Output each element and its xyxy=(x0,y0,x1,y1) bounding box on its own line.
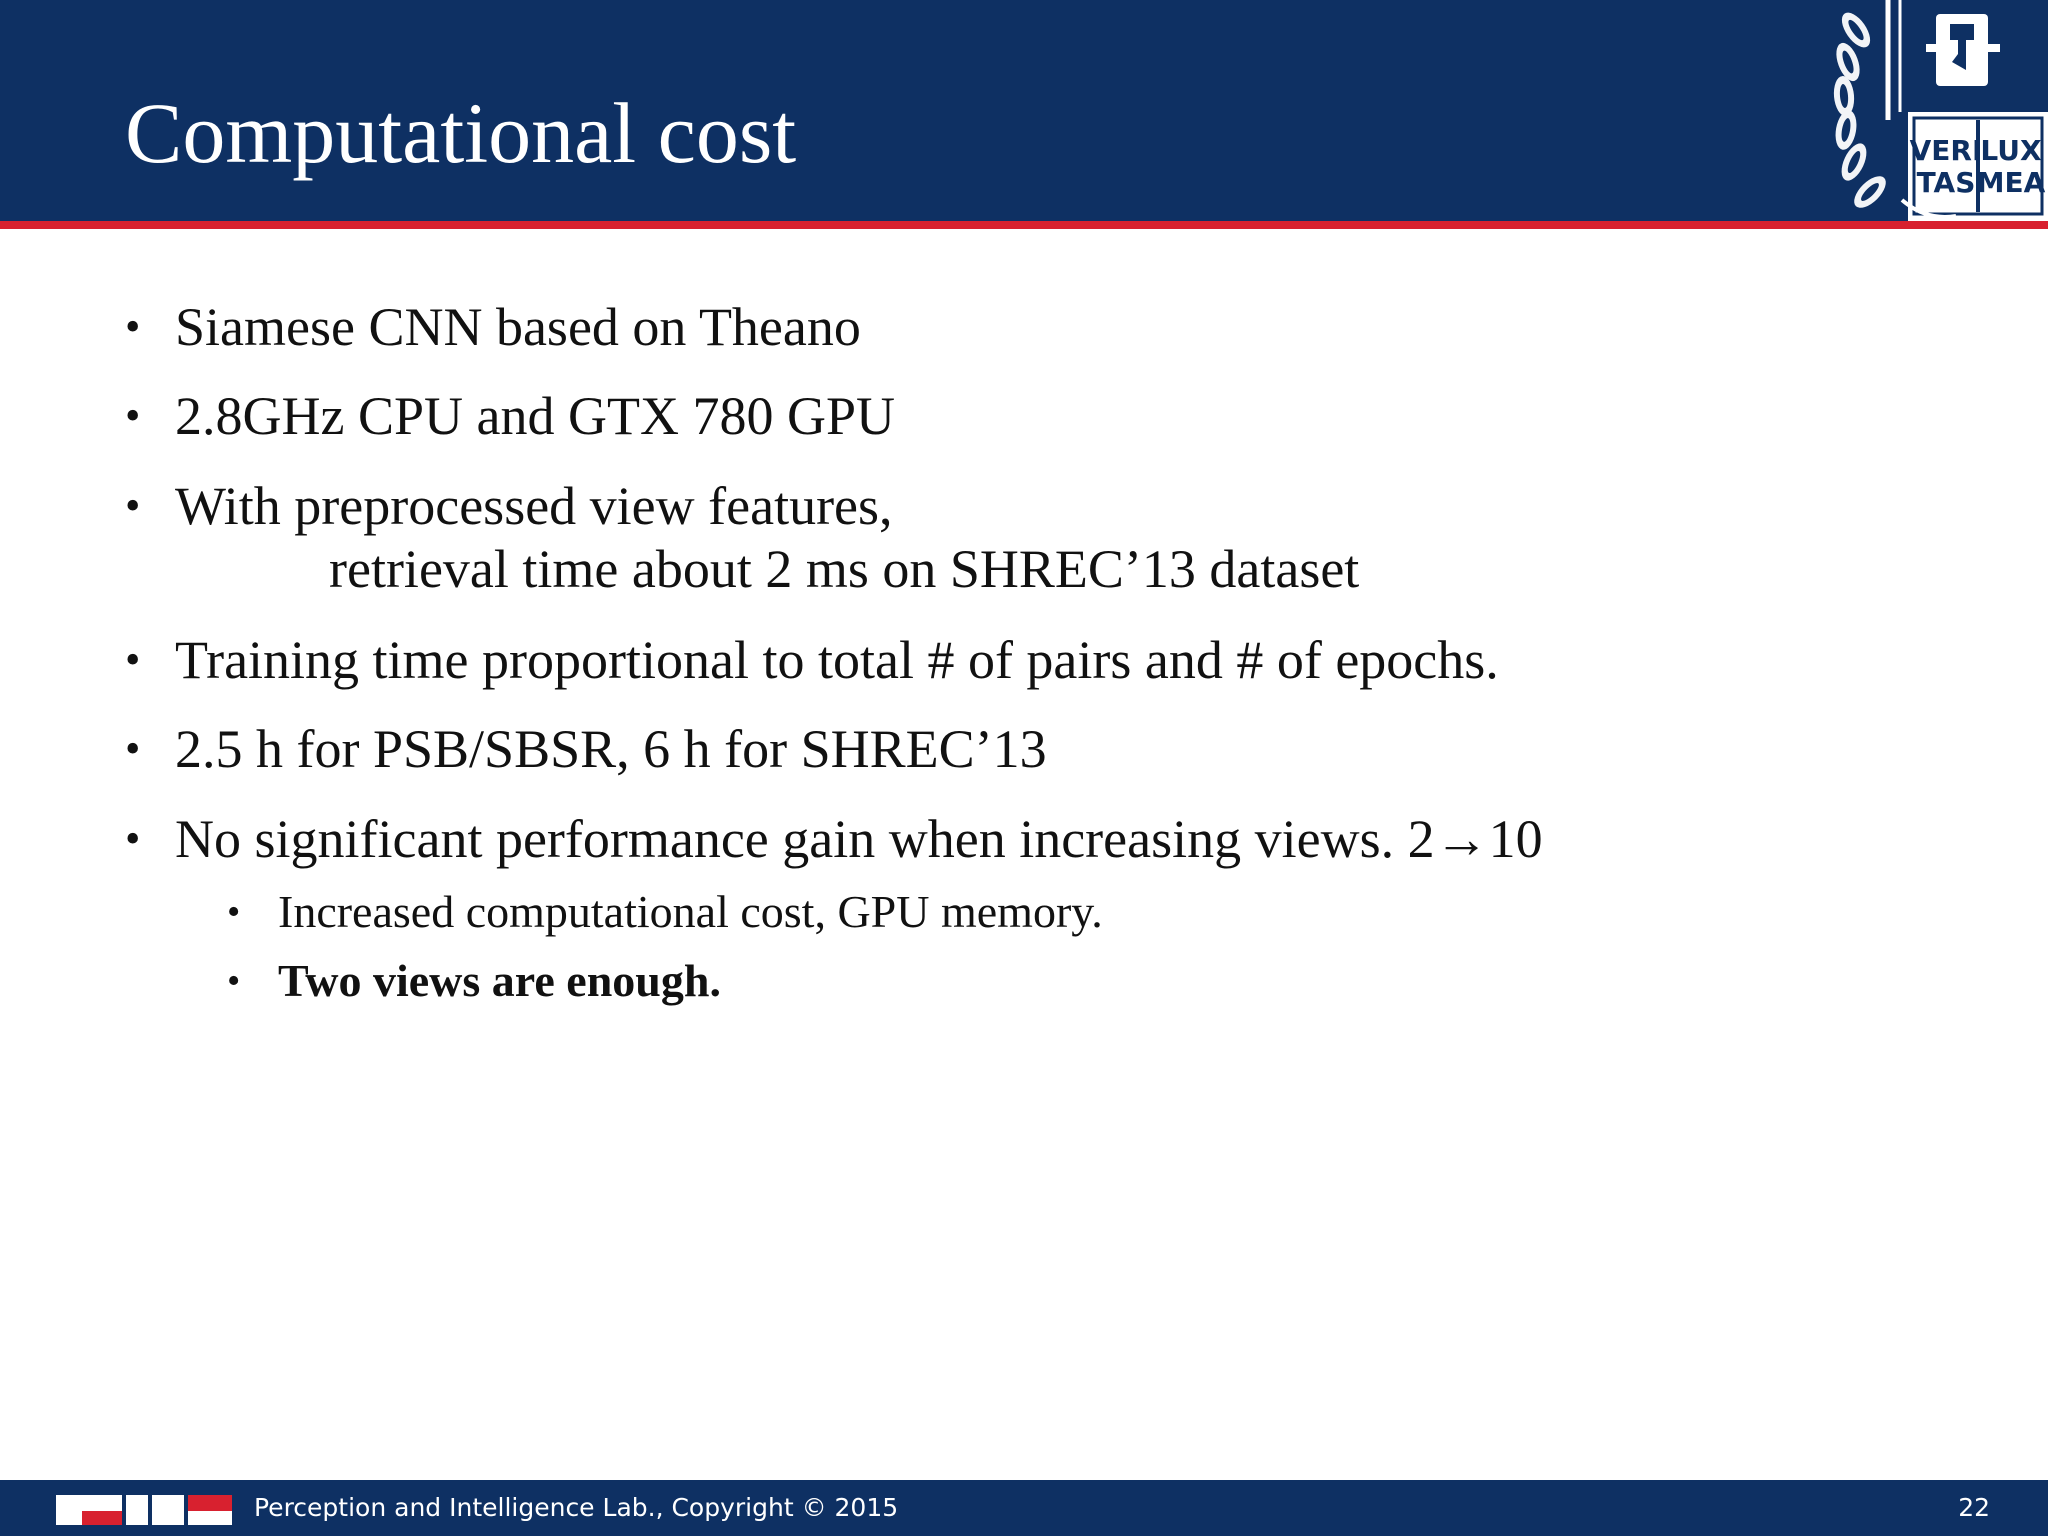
sub-bullet-text-emphasis: Two views are enough. xyxy=(278,955,721,1006)
bullet-dot: • xyxy=(125,635,141,684)
emblem-motto-tas: TAS xyxy=(1916,166,1976,199)
bullet-dot: • xyxy=(227,960,241,1002)
bullet-text: 2.5 h for PSB/SBSR, 6 h for SHREC’13 xyxy=(175,719,1047,779)
bullet-dot: • xyxy=(227,891,241,933)
bullet-text: 2.8GHz CPU and GTX 780 GPU xyxy=(175,386,895,446)
lab-logo-icon xyxy=(56,1491,232,1529)
bullet-text: Training time proportional to total # of pairs and # of epochs. xyxy=(175,630,1499,690)
slide-title: Computational cost xyxy=(125,85,797,181)
bullet-text: No significant performance gain when increasing views. 2→10 xyxy=(175,809,1543,869)
emblem-motto-lux: LUX xyxy=(1980,134,2042,167)
bullet-dot: • xyxy=(125,302,141,351)
bullet-dot: • xyxy=(125,391,141,440)
bullet-dot: • xyxy=(125,724,141,773)
sub-bullet-text: Increased computational cost, GPU memory. xyxy=(278,886,1103,937)
emblem-motto-mea: MEA xyxy=(1976,166,2046,199)
slide-footer xyxy=(0,1480,2048,1536)
bullet-dot: • xyxy=(125,481,141,530)
page-number: 22 xyxy=(1958,1493,1990,1522)
footer-copyright: Perception and Intelligence Lab., Copyright © 2015 xyxy=(254,1493,899,1522)
bullet-text: Siamese CNN based on Theano xyxy=(175,297,861,357)
bullet-text: With preprocessed view features, xyxy=(175,476,893,536)
emblem-motto-veri: VERI xyxy=(1909,134,1983,167)
bullet-dot: • xyxy=(125,814,141,863)
bullet-continuation-text: retrieval time about 2 ms on SHREC’13 dataset xyxy=(329,539,1360,599)
